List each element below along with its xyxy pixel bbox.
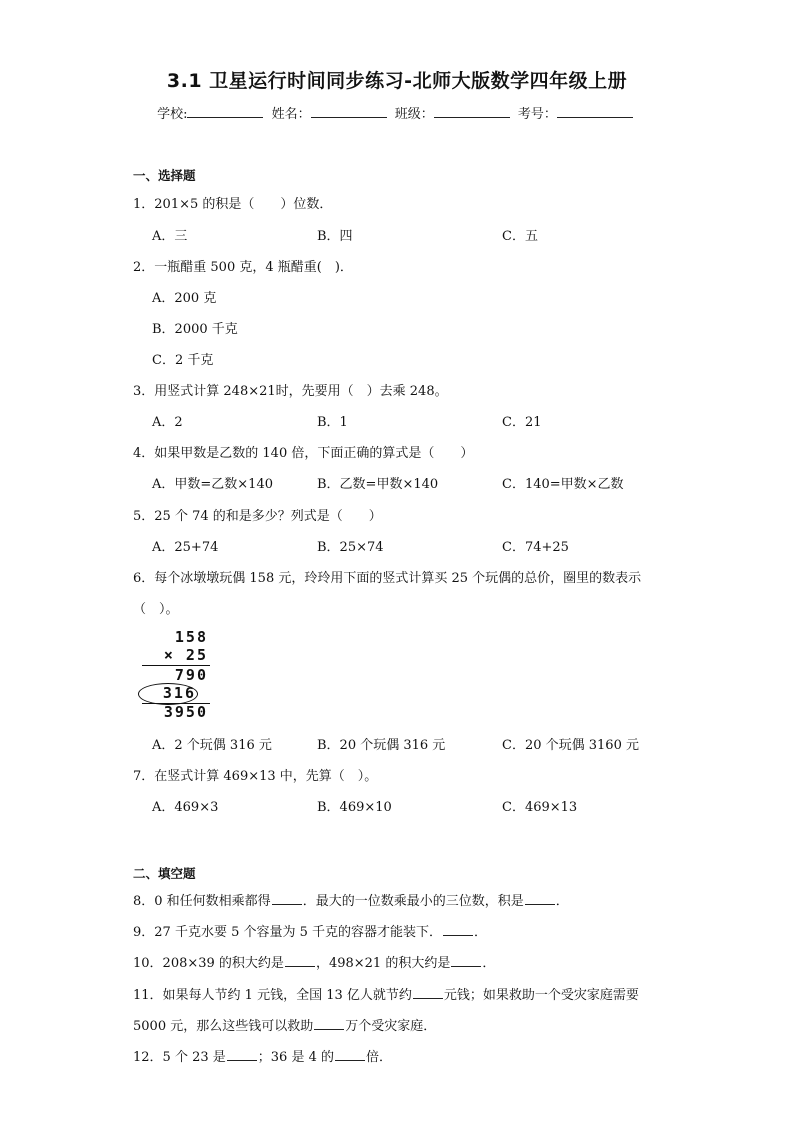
question-12	[133, 1046, 392, 1065]
calc-partial-2: 316	[162, 684, 196, 702]
q6-option-c: C．20 个玩偶 3160 元	[502, 738, 639, 753]
q8-text-c: ．	[555, 894, 569, 909]
exam-number-blank[interactable]	[557, 105, 633, 118]
q12-text-b: ；36 是 4 的	[257, 1050, 334, 1065]
q12-text-a: 12．5 个 23 是	[133, 1050, 226, 1065]
q9-blank-1[interactable]	[443, 923, 473, 936]
q8-blank-1[interactable]	[272, 892, 302, 905]
q11-line2-text-b: 万个受灾家庭．	[345, 1019, 437, 1034]
question-10	[133, 952, 495, 971]
question-6-line2: （ ）。	[133, 602, 179, 617]
q9-text-c: ．	[474, 925, 488, 940]
q1-option-b: B．四	[317, 229, 353, 244]
question-4: 4．如果甲数是乙数的 140 倍，下面正确的算式是（ ）	[133, 446, 474, 461]
question-9	[133, 921, 487, 940]
q3-option-c: C．21	[502, 415, 542, 430]
question-7: 7．在竖式计算 469×13 中，先算（ ）。	[133, 769, 378, 784]
q8-text-b: ．最大的一位数乘最小的三位数，积是	[302, 894, 524, 909]
question-11-line2	[133, 1015, 436, 1034]
q5-option-c: C．74+25	[502, 540, 569, 555]
q7-option-c: C．469×13	[502, 800, 578, 815]
question-1: 1．201×5 的积是（ ）位数．	[133, 197, 333, 212]
school-blank[interactable]	[187, 105, 263, 118]
student-info-line	[0, 103, 794, 122]
q7-option-b: B．469×10	[317, 800, 392, 815]
name-blank[interactable]	[311, 105, 387, 118]
q4-option-a: A．甲数=乙数×140	[152, 477, 273, 492]
calc-product: 3950	[163, 703, 208, 721]
q2-option-b: B．2000 千克	[152, 322, 238, 337]
q3-option-a: A．2	[152, 415, 183, 430]
exam-number-label: 考号：	[517, 107, 557, 122]
q11-blank-1[interactable]	[413, 986, 443, 999]
q4-option-c: C．140=甲数×乙数	[502, 477, 624, 492]
q9-text-a: 9．27 千克水要 5 个容量为 5 千克的容器才能装下．	[133, 925, 443, 940]
q6-option-b: B．20 个玩偶 316 元	[317, 738, 446, 753]
calc-partial-1: 790	[174, 666, 208, 684]
q10-blank-2[interactable]	[451, 954, 481, 967]
q8-blank-2[interactable]	[525, 892, 555, 905]
q12-blank-2[interactable]	[335, 1048, 365, 1061]
school-label: 学校:	[157, 107, 188, 122]
q12-text-c: 倍．	[365, 1050, 392, 1065]
q2-option-c: C．2 千克	[152, 353, 214, 368]
q1-option-c: C．五	[502, 229, 538, 244]
q4-option-b: B．乙数=甲数×140	[317, 477, 439, 492]
q11-text-b: 元钱；如果救助一个受灾家庭需要	[443, 988, 639, 1003]
q12-blank-1[interactable]	[227, 1048, 257, 1061]
q1-option-a: A．三	[152, 229, 188, 244]
q11-line2-text-a: 5000 元，那么这些钱可以救助	[133, 1019, 314, 1034]
q11-text-a: 11．如果每人节约 1 元钱，全国 13 亿人就节约	[133, 988, 412, 1003]
q2-option-a: A．200 克	[152, 291, 217, 306]
section-title-fill: 二、填空题	[133, 866, 196, 881]
question-2: 2．一瓶醋重 500 克，4 瓶醋重( )．	[133, 260, 353, 275]
q10-text-b: ，498×21 的积大约是	[315, 956, 451, 971]
page-title: 3.1 卫星运行时间同步练习-北师大版数学四年级上册	[166, 70, 628, 92]
question-3: 3．用竖式计算 248×21时，先要用（ ）去乘 248。	[133, 384, 448, 399]
vertical-multiplication	[138, 626, 218, 726]
q11-blank-2[interactable]	[314, 1017, 344, 1030]
question-8	[133, 890, 569, 909]
q10-blank-1[interactable]	[285, 954, 315, 967]
calc-multiplier: × 25	[163, 646, 208, 664]
q10-text-a: 10．208×39 的积大约是	[133, 956, 284, 971]
q3-option-b: B．1	[317, 415, 348, 430]
q8-text-a: 8．0 和任何数相乘都得	[133, 894, 271, 909]
q10-text-c: ．	[482, 956, 496, 971]
calc-multiplicand: 158	[174, 628, 208, 646]
question-11	[133, 984, 639, 1003]
class-label: 班级：	[394, 107, 434, 122]
section-title-choice: 一、选择题	[133, 168, 196, 183]
q5-option-b: B．25×74	[317, 540, 384, 555]
q7-option-a: A．469×3	[152, 800, 219, 815]
name-label: 姓名：	[271, 107, 311, 122]
question-6: 6．每个冰墩墩玩偶 158 元，玲玲用下面的竖式计算买 25 个玩偶的总价，圈里的数表示	[133, 571, 642, 586]
q6-option-a: A．2 个玩偶 316 元	[152, 738, 272, 753]
q5-option-a: A．25+74	[152, 540, 219, 555]
class-blank[interactable]	[434, 105, 510, 118]
question-5: 5．25 个 74 的和是多少？列式是（ ）	[133, 509, 382, 524]
